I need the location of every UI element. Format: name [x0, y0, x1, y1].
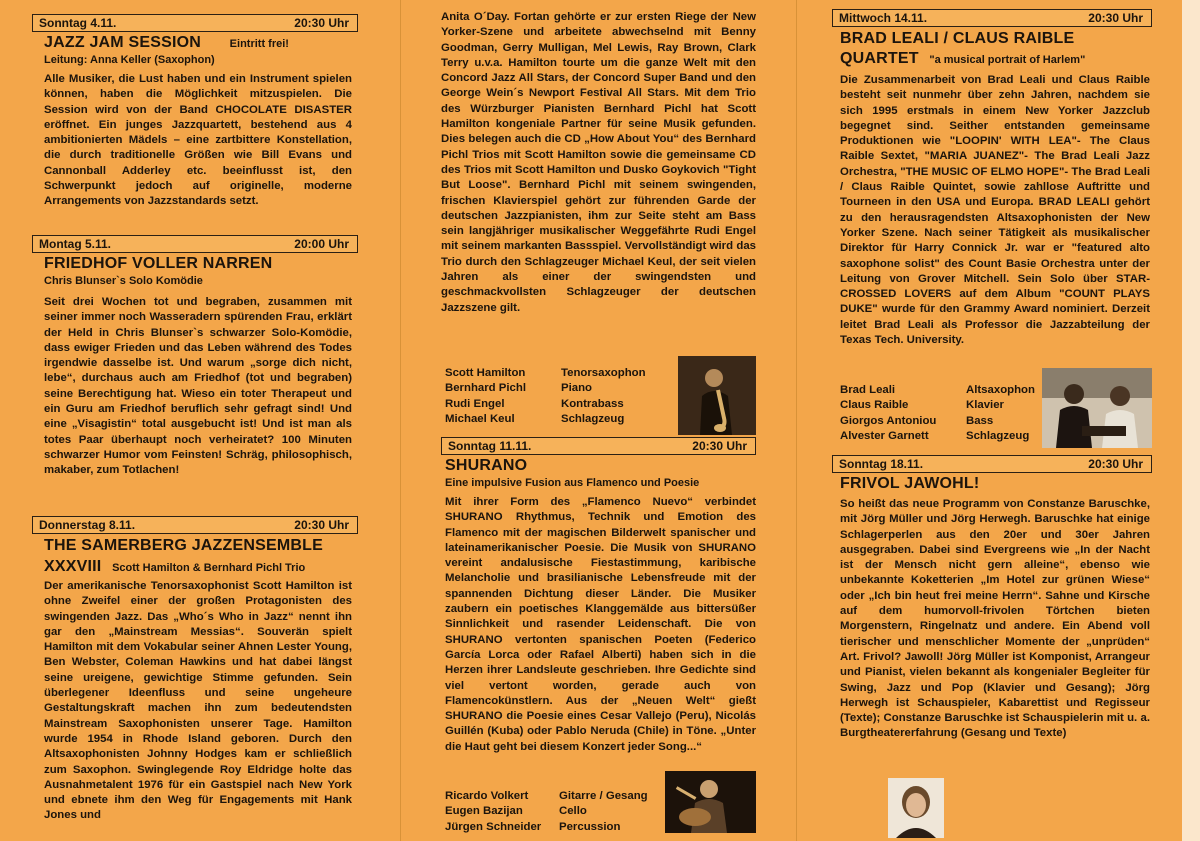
- lineup-row: [445, 789, 648, 804]
- event-title-line2: [44, 558, 305, 576]
- musician-role: Bass: [966, 414, 994, 427]
- musician-role: Percussion: [559, 820, 621, 833]
- event-title-text: XXXVIII: [44, 558, 102, 575]
- musician-role: Altsaxophon: [966, 384, 1035, 396]
- fold-line: [400, 0, 401, 841]
- musician-name: Rudi Engel: [445, 397, 505, 410]
- event-date-bar: [32, 516, 358, 534]
- fold-line: [796, 0, 797, 841]
- event-time: 20:30 Uhr: [294, 518, 349, 532]
- event-day: Sonntag 11.11.: [448, 439, 532, 453]
- page-edge: [1182, 0, 1200, 841]
- event-date-bar: [441, 437, 756, 455]
- event-note: "a musical portrait of Harlem": [929, 54, 1086, 66]
- musician-role: Cello: [559, 805, 587, 818]
- lineup-row: [840, 414, 1035, 429]
- event-date-bar: [32, 14, 358, 32]
- event-date-bar: [32, 235, 358, 253]
- event-day: Mittwoch 14.11.: [839, 11, 928, 25]
- musician-name: Ricardo Volkert: [445, 790, 529, 802]
- musician-role: Gitarre / Gesang: [559, 790, 648, 802]
- event-title-line2: [840, 50, 1085, 68]
- lineup: [840, 383, 1035, 444]
- saxophonist-photo: [678, 356, 756, 435]
- event-title: FRIVOL JAWOHL!: [840, 475, 980, 492]
- musician-role: Tenorsaxophon: [561, 367, 646, 379]
- lineup-row: [445, 397, 646, 412]
- musician-name: Scott Hamilton: [445, 367, 526, 379]
- musician-name: Eugen Bazijan: [445, 805, 523, 818]
- event-subtitle: Leitung: Anna Keller (Saxophon): [44, 54, 215, 66]
- event-time: 20:30 Uhr: [1088, 457, 1143, 471]
- lineup-row: [445, 366, 646, 381]
- lineup-row: [445, 412, 646, 427]
- musician-role: Piano: [561, 382, 593, 395]
- lineup-row: [840, 383, 1035, 398]
- musician-role: Schlagzeug: [966, 429, 1030, 442]
- column-left: [32, 0, 358, 841]
- musician-name: Giorgos Antoniou: [840, 414, 937, 427]
- event-description: Die Zusammenarbeit von Brad Leali und Claus Raible besteht seit nunmehr über zehn Jahren, nachdem sie sich 1995 erstmals in einem New Yorker Jazzclub begegnet sind. Seither entstanden gemeinsame Produktionen wie "LOOPIN' WITH LEA"- The Claus Raible Sextet, "MARIA JUANEZ"- The Brad Leali Jazz Orchestra, "THE MUSIC OF ELMO HOPE"- The Brad Leali / Claus Raible Quintet, sowie zahllose Auftritte und Tourneen in den USA und Europa. BRAD LEALI gehört zu den herausragendsten Altsaxophonisten der New Yorker Szene. Nach seiner Tätigkeit als musikalischer Direktor für Harry Connick Jr. war er "featured alto saxophone solist" des Count Basie Orchestra unter der Leitung von Grover Mitchell. Sein Solo über STAR-CROSSED LOVERS auf dem Album "COUNT PLAYS DUKE" wurde für den Grammy Award nominiert. Derzeit leitet Brad Leali als Professor die Jazzabteilung der Texas Tech. University.: [840, 74, 1150, 347]
- event-description-continued: Anita O´Day. Fortan gehörte er zur ersten Riege der New Yorker-Szene und arbeitete abwechselnd mit Benny Goodman, Gerry Mulligan, Mel Lewis, Ray Brown, Clark Terry u.v.a. Hamilton tourte um die ganze Welt mit den Concord Jazz All Stars, der Concord Super Band und den George Wein´s Newport Festival All Stars. Mit dem Trio des Würzburger Pianisten Bernhard Pichl hat Scott Hamilton kongeniale Partner für seine Musik gefunden. Dies belegen auch die CD „How About You“ des Bernhard Pichl Trios mit Scott Hamilton sowie die gemeinsame CD des Trios mit Scott Hamilton und Dusko Goykovich "Tight But Loose". Bernhard Pichl mit seinem swingenden, frischen Klavierspiel gehört zur führenden Garde der deutschen Jazzpianisten, ihm zur Seite steht am Bass sein langjähriger musikalischer Weggefährte Rudi Engel mit seinem markanten Bassspiel. Vervollständigt wird das Trio durch den Schlagzeuger Michael Keul, der seit vielen Jahren als einer der swingendsten und geschmackvollsten Schlagzeuger der deutschen Jazzszene gilt.: [441, 11, 756, 314]
- column-right: [832, 0, 1152, 841]
- lineup: [445, 789, 648, 835]
- event-day: Sonntag 18.11.: [839, 457, 924, 471]
- event-subtitle: Chris Blunser`s Solo Komödie: [44, 275, 203, 287]
- lineup-row: [840, 429, 1035, 444]
- event-day: Donnerstag 8.11.: [39, 518, 136, 532]
- event-note: Scott Hamilton & Bernhard Pichl Trio: [112, 562, 306, 574]
- lineup: [445, 366, 646, 427]
- event-subtitle: Eine impulsive Fusion aus Flamenco und Poesie: [445, 477, 700, 489]
- musician-name: Jürgen Schneider: [445, 820, 542, 833]
- event-day: Sonntag 4.11.: [39, 16, 117, 30]
- event-date-bar: [832, 9, 1152, 27]
- event-title: [44, 34, 289, 52]
- musician-role: Kontrabass: [561, 397, 624, 410]
- event-time: 20:30 Uhr: [294, 16, 349, 30]
- event-description: Der amerikanische Tenorsaxophonist Scott Hamilton ist ohne Zweifel einer der großen Protagonisten des swingenden Jazz. Das „Who´s Who in Jazz“ nennt ihn gar den „Mainstream Messias“. Souverän spielt Hamilton mit dem Vokabular seiner Ahnen Lester Young, Ben Webster, Coleman Hawkins und hat dabei längst seine ureigene, gewichtige Stimme gefunden. Sein überlegener Ideenfluss und seine ungeheure Gestaltungskraft machen ihn zum bedeutendsten Mainstream Saxophonisten unserer Tage. Hamilton wurde 1954 in Rhode Island geboren. Durch den Altsaxophonisten Johnny Hodges kam er schließlich zum Saxophon. Swinglegende Roy Eldridge holte das Ausnahmetalent 1976 für ein Gastspiel nach New York und ebnete ihm den Weg für Engagements mit Hank Jones und: [44, 580, 352, 822]
- event-description: So heißt das neue Programm von Constanze Baruschke, mit Jörg Müller und Jörg Herwegh. Baruschke hat einige Schlagerperlen aus den 20er und 30er Jahren ausgegraben. Dabei sind Evergreens wie „In der Nacht ist der Mensch nicht gern alleine“, ebenso wie unbekannte Koketterien „Im Hotel zur grünen Wiese“ oder „Ich bin heut frei meine Herrn“. Sahne und Kirsche auf dem humorvoll-frivolen Törtchen bieten Morgenstern, Ringelnatz und andere. Ein Abend voll tierischer und menschlicher Momente der „unprüden“ Art. Frivol? Jawoll! Jörg Müller ist Komponist, Arrangeur und Pianist, vielen bekannt als kongenialer Begleiter für Swing, Jazz und Pop (Klavier und Gesang); Jörg Herwegh ist Schauspieler, Kabarettist und Regisseur (Texte); Constanze Baruschke ist Schauspielerin mit u. a. Burgtheatererfahrung (Gesang und Texte): [840, 498, 1150, 740]
- event-title-text: JAZZ JAM SESSION: [44, 34, 202, 51]
- musician-name: Michael Keul: [445, 412, 515, 425]
- event-title: FRIEDHOF VOLLER NARREN: [44, 255, 273, 272]
- lineup-row: [840, 398, 1035, 413]
- event-description: Seit drei Wochen tot und begraben, zusammen mit seiner immer noch Wasseradern spürenden Frau, erklärt der Held in Chris Blunser`s schwarzer Solo-Komödie, dass ewiger Frieden und das Leben während des Todes irgendwie dasselbe ist. Und warum „sorge dich nicht, lebe“, durchaus auch am Friedhof (tot und begraben) seine Berechtigung hat. Wieso ein toter Therapeut und ein Guru am Friedhof beruflich sehr gefragt sind! Und eine „Visagistin“ total ausgebucht ist! Und ist man als totes Paar überhaupt noch verheiratet? 100 Minuten schwarzer Humor vom Feinsten! Schräg, philosophisch, makaber, zum Totlachen!: [44, 296, 352, 477]
- lineup-row: [445, 804, 648, 819]
- musician-name: Alvester Garnett: [840, 429, 929, 442]
- event-description: Mit ihrer Form des „Flamenco Nuevo“ verbindet SHURANO Rhythmus, Technik und Emotion des Flamenco mit der magischen Bilderwelt spanischer und lateinamerikanischer Poesie. Die Musik von SHURANO vereint andalusische Fiestastimmung, karibische Melancholie und brasilianische Lebensfreude mit der spannenden Dichtung dieser Länder. Die Musiker zaubern ein poetisches Klanggemälde aus bittersüßer Sinnlichkeit und rasender Leidenschaft. Die von SHURANO vertonten spanischen Poeten (Federico García Lorca oder Rafael Alberti) haben sich in die Herzen ihrer Landsleute geschrieben. Ihre Gedichte sind viel vertont worden, gerade auch von Flamencokünstlern. Aus der „Neuen Welt“ gießt SHURANO die Poesie eines Cesar Vallejo (Peru), Nicolás Guillén (Kuba) oder Pablo Neruda (Chile) in Töne. „Unter die Haut geht bei diesem Konzert jeder Song...“: [445, 496, 756, 753]
- musician-role: Klavier: [966, 399, 1004, 412]
- column-middle: [441, 0, 756, 841]
- event-date-bar: [832, 455, 1152, 473]
- event-note: Eintritt frei!: [229, 38, 289, 50]
- lineup-row: [445, 381, 646, 396]
- event-time: 20:30 Uhr: [1088, 11, 1143, 25]
- musician-name: Brad Leali: [840, 384, 896, 396]
- event-title: THE SAMERBERG JAZZENSEMBLE: [44, 537, 323, 554]
- guitarist-photo: [665, 771, 756, 833]
- event-title: SHURANO: [445, 457, 528, 474]
- quartet-photo: [1042, 368, 1152, 448]
- event-time: 20:30 Uhr: [692, 439, 747, 453]
- event-description: Alle Musiker, die Lust haben und ein Instrument spielen können, haben die Möglichkeit mitzuspielen. Die Session wird von der Band CHOCOLATE DISASTER eröffnet. Ein junges Jazzquartett, bestehend aus 4 ambitionierten Mädels – eine zartbittere Konstellation, die durch traditionelle Größen wie Bill Evans und Cannonball Adderley etc. beeinflusst ist, den Schwerpunkt jedoch auf originelle, moderne Arrangements von Jazzstandards setzt.: [44, 73, 352, 208]
- event-title-text: QUARTET: [840, 50, 919, 67]
- event-title-text: BRAD LEALI / CLAUS RAIBLE: [840, 30, 1075, 47]
- event-day: Montag 5.11.: [39, 237, 112, 251]
- event-title: [840, 30, 1148, 48]
- musician-name: Bernhard Pichl: [445, 382, 527, 395]
- singer-photo: [888, 778, 944, 838]
- event-time: 20:00 Uhr: [294, 237, 349, 251]
- musician-name: Claus Raible: [840, 399, 909, 412]
- musician-role: Schlagzeug: [561, 412, 625, 425]
- lineup-row: [445, 820, 648, 835]
